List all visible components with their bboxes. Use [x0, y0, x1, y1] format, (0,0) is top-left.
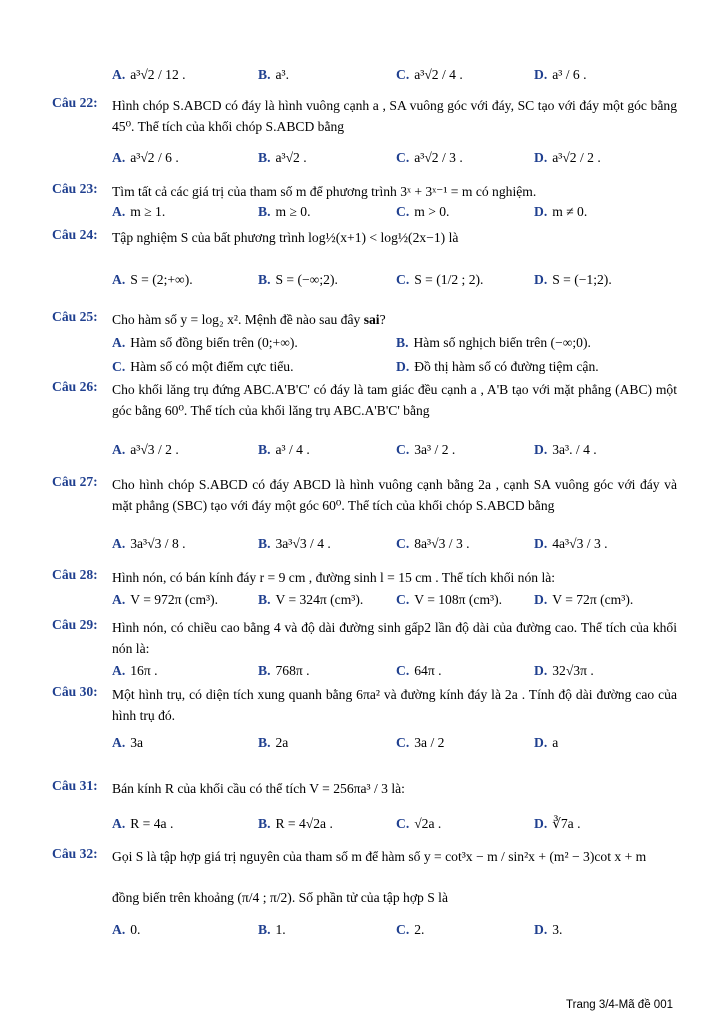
q24-option-a: A. S = (2;+∞). [112, 272, 193, 287]
question-30: Câu 30: Một hình trụ, có diện tích xung quanh bằng 6πa² và đường kính đáy là 2a . Tính độ dài đường cao của hình trụ đó. [52, 684, 677, 723]
q32-option-c: C. 2. [396, 922, 425, 937]
q30-option-a: A. 3a [112, 735, 144, 750]
q31-option-a: A. R = 4a . [112, 816, 174, 831]
q25-option-d: D. Đồ thị hàm số có đường tiệm cận. [396, 359, 599, 374]
question-26: Câu 26: Cho khối lăng trụ đứng ABC.A'B'C' có đáy là tam giác đều cạnh a , A'B tạo với mặt phẳng (ABC) một góc bằng 60⁰. Thể tích của khối lăng trụ ABC.A'B'C' bằng [52, 379, 677, 418]
q21-option-d: D. a³ / 6 . [534, 67, 587, 82]
q27-option-d: D. 4a³√3 / 3 . [534, 536, 608, 551]
question-29: Câu 29: Hình nón, có chiều cao bằng 4 và độ dài đường sinh gấp2 lần độ dài của đường cao. Thể tích của khối nón là: [52, 617, 677, 656]
q23-option-d: D. m ≠ 0. [534, 204, 588, 219]
q31-option-b: B. R = 4√2a . [258, 816, 333, 831]
q32-option-d: D. 3. [534, 922, 563, 937]
q28-option-b: B. V = 324π (cm³). [258, 592, 364, 607]
q27-option-c: C. 8a³√3 / 3 . [396, 536, 470, 551]
q24-option-b: B. S = (−∞;2). [258, 272, 338, 287]
q24-option-c: C. S = (1/2 ; 2). [396, 272, 484, 287]
q29-option-c: C. 64π . [396, 663, 442, 678]
q25-option-a: A. Hàm số đồng biến trên (0;+∞). [112, 335, 298, 350]
question-28: Câu 28: Hình nón, có bán kính đáy r = 9 cm , đường sinh l = 15 cm . Thể tích khối nón là: [52, 567, 556, 585]
q29-option-a: A. 16π . [112, 663, 158, 678]
q21-option-b: B. a³. [258, 67, 289, 82]
question-31: Câu 31: Bán kính R của khối cầu có thể tích V = 256πa³ / 3 là: [52, 778, 405, 796]
q25-option-c: C. Hàm số có một điểm cực tiểu. [112, 359, 294, 374]
q26-option-c: C. 3a³ / 2 . [396, 442, 456, 457]
q23-option-a: A. m ≥ 1. [112, 204, 166, 219]
q26-option-a: A. a³√3 / 2 . [112, 442, 179, 457]
q21-option-c: C. a³√2 / 4 . [396, 67, 463, 82]
q27-option-b: B. 3a³√3 / 4 . [258, 536, 331, 551]
question-32-line2: đồng biến trên khoảng (π/4 ; π/2). Số phần tử của tập hợp S là [112, 890, 448, 905]
q26-option-d: D. 3a³. / 4 . [534, 442, 597, 457]
q32-option-b: B. 1. [258, 922, 286, 937]
question-24: Câu 24: Tập nghiệm S của bất phương trình log½(x+1) < log½(2x−1) là [52, 227, 459, 245]
q32-option-a: A. 0. [112, 922, 141, 937]
q27-option-a: A. 3a³√3 / 8 . [112, 536, 186, 551]
q29-option-d: D. 32√3π . [534, 663, 594, 678]
q23-option-c: C. m > 0. [396, 204, 450, 219]
question-22: Câu 22: Hình chóp S.ABCD có đáy là hình vuông cạnh a , SA vuông góc với đáy, SC tạo với đáy một góc bằng 45⁰. Thể tích của khối chóp S.ABCD bằng [52, 95, 677, 134]
q26-option-b: B. a³ / 4 . [258, 442, 310, 457]
page-footer: Trang 3/4-Mã đề 001 [566, 999, 673, 1011]
q28-option-d: D. V = 72π (cm³). [534, 592, 634, 607]
question-25: Câu 25: Cho hàm số y = log₂ x². Mệnh đề nào sau đây sai? [52, 309, 386, 327]
question-23: Câu 23: Tìm tất cả các giá trị của tham số m để phương trình 3ˣ + 3ˣ⁻¹ = m có nghiệm. [52, 181, 537, 199]
q30-option-b: B. 2a [258, 735, 289, 750]
q25-option-b: B. Hàm số nghịch biến trên (−∞;0). [396, 335, 591, 350]
q28-option-a: A. V = 972π (cm³). [112, 592, 219, 607]
q21-option-a: A. a³√2 / 12 . [112, 67, 186, 82]
q24-option-d: D. S = (−1;2). [534, 272, 612, 287]
q30-option-d: D. a [534, 735, 559, 750]
q31-option-c: C. √2a . [396, 816, 442, 831]
q22-option-d: D. a³√2 / 2 . [534, 150, 601, 165]
q30-option-c: C. 3a / 2 [396, 735, 445, 750]
q23-option-b: B. m ≥ 0. [258, 204, 311, 219]
question-27: Câu 27: Cho hình chóp S.ABCD có đáy ABCD là hình vuông cạnh bằng 2a , cạnh SA vuông góc với đáy và mặt phẳng (SBC) tạo với đáy một góc 60⁰. Thể tích của khối chóp S.ABCD bằng [52, 474, 677, 513]
q22-option-b: B. a³√2 . [258, 150, 307, 165]
q22-option-a: A. a³√2 / 6 . [112, 150, 179, 165]
q28-option-c: C. V = 108π (cm³). [396, 592, 503, 607]
q31-option-d: D. ∛7a . [534, 816, 581, 831]
question-32: Câu 32: Gọi S là tập hợp giá trị nguyên của tham số m để hàm số y = cot³x − m / sin²x + (m² − 3)cot x + m đồng biến trên khoảng (π/4 ; π/2). Số phần tử của tập hợp S là [52, 846, 677, 908]
q29-option-b: B. 768π . [258, 663, 310, 678]
q22-option-c: C. a³√2 / 3 . [396, 150, 463, 165]
